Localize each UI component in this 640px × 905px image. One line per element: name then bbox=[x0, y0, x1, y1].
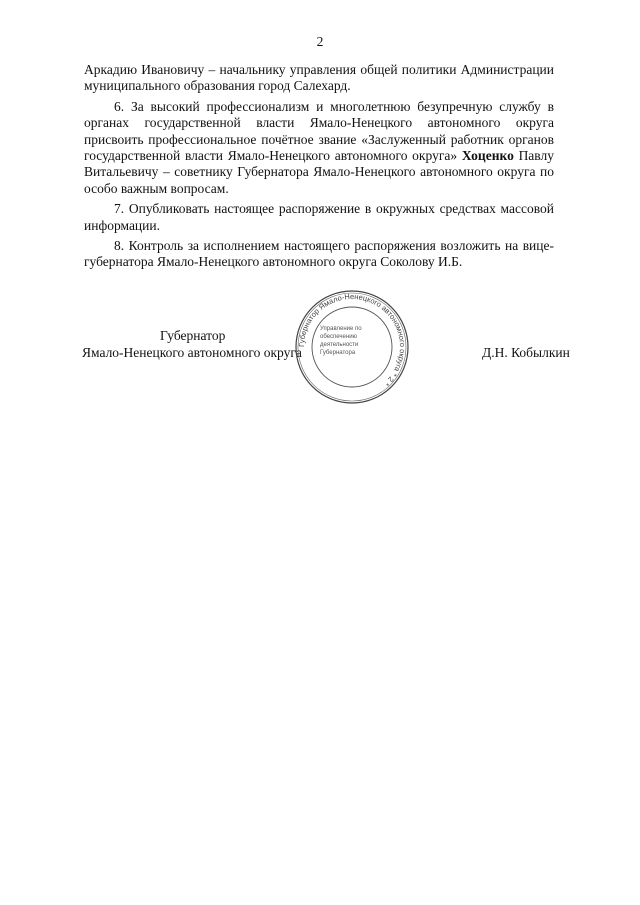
seal-center-text bbox=[320, 325, 384, 357]
paragraph-8: 8. Контроль за исполнением настоящего распоряжения возложить на вице-губернатора Ямало-Ненецкого автономного округа Соколову И.Б. bbox=[84, 238, 554, 270]
paragraph-6-text-b: Павлу Витальевичу – советнику Губернатора Ямало-Ненецкого автономного округа по особо важным вопросам. bbox=[84, 148, 554, 196]
official-seal bbox=[294, 289, 410, 405]
signatory-name: Д.Н. Кобылкин bbox=[482, 345, 570, 360]
paragraph-6-text-a: 6. За высокий профессионализм и многолетнюю безупречную службу в органах государственной власти Ямало-Ненецкого автономного округа присвоить профессиональное почётное звание «Заслуженный работник органов государственной власти Ямало-Ненецкого автономного округа» bbox=[84, 98, 554, 164]
signatory-title-line2: Ямало-Ненецкого автономного округа bbox=[82, 345, 302, 360]
paragraph-6 bbox=[84, 99, 554, 197]
paragraph-continuation: Аркадию Ивановичу – начальнику управления общей политики Администрации муниципального образования город Салехард. bbox=[84, 62, 554, 94]
signatory-title bbox=[82, 327, 302, 361]
signatory-title-line1: Губернатор bbox=[160, 328, 226, 343]
paragraph-7: 7. Опубликовать настоящее распоряжение в окружных средствах массовой информации. bbox=[84, 201, 554, 233]
page-number: 2 bbox=[316, 34, 324, 49]
seal-ring-text: Губернатор Ямало-Ненецкого автономного округа * 2 * bbox=[296, 291, 408, 388]
seal-center-line: Управление по bbox=[320, 326, 362, 332]
seal-center-line: деятельности bbox=[320, 342, 359, 348]
document-body bbox=[84, 62, 554, 275]
seal-center-line: обеспечению bbox=[320, 334, 358, 340]
paragraph-6-surname: Хоценко bbox=[461, 148, 514, 164]
seal-center-line: Губернатора bbox=[320, 350, 356, 356]
